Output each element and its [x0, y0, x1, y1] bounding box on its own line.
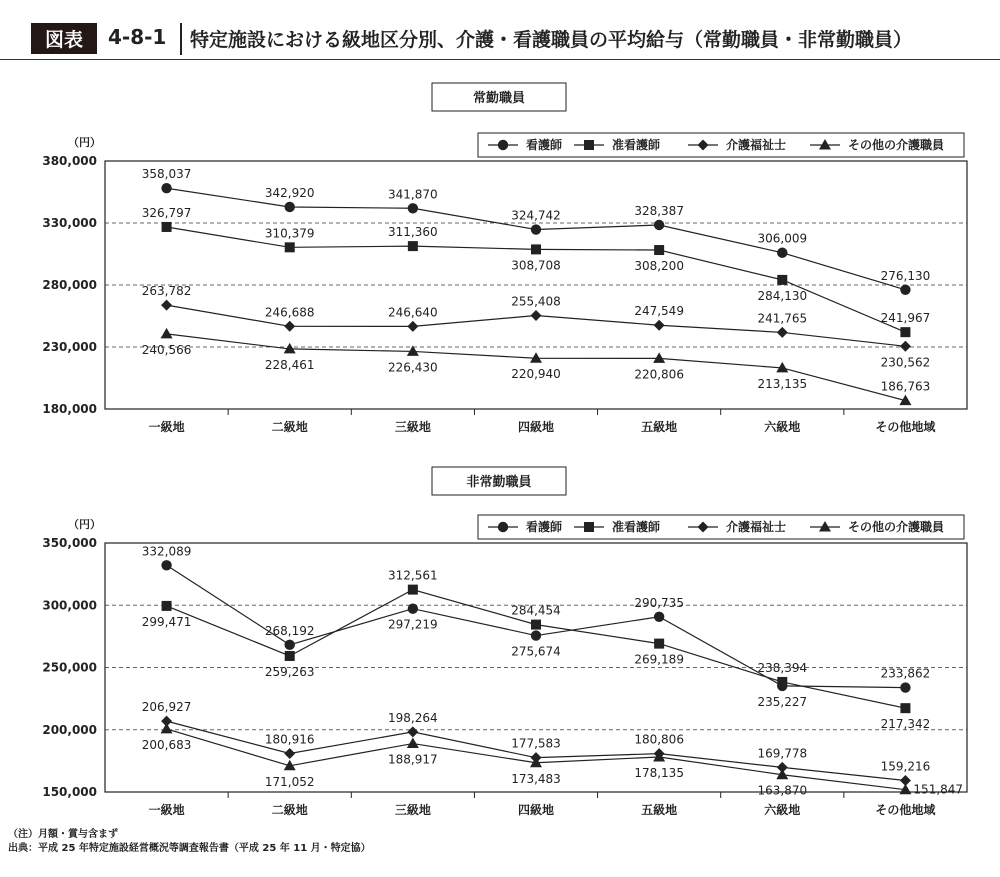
chart2-point: [408, 585, 418, 595]
chart2-point: [407, 726, 418, 737]
chart2-data-label: 178,135: [634, 765, 684, 780]
chart2-ytick-label: 300,000: [42, 598, 97, 613]
figure-title: 特定施設における級地区分別、介護・看護職員の平均給与（常勤職員・非常勤職員）: [190, 29, 913, 51]
chart1-point: [654, 220, 664, 230]
chart1-data-label: 284,130: [757, 288, 808, 303]
chart1-title: 常勤職員: [472, 91, 526, 106]
chart1-data-label: 276,130: [880, 268, 931, 283]
charts-canvas: [0, 62, 1000, 824]
chart1-data-label: 308,200: [634, 259, 684, 274]
chart2-ylabel: （円）: [68, 518, 101, 531]
chart1-data-label: 213,135: [757, 376, 808, 391]
chart1-ytick-label: 180,000: [42, 402, 97, 416]
chart2-data-label: 238,394: [757, 660, 808, 675]
chart1-data-label: 255,408: [511, 294, 561, 309]
chart2-point: [654, 612, 664, 622]
chart2-data-label: 217,342: [880, 717, 931, 732]
figure-header: [0, 0, 1000, 60]
chart1-data-label: 230,562: [880, 355, 931, 370]
chart1-xtick-label: 一級地: [148, 420, 185, 434]
chart1-point: [654, 320, 665, 331]
chart2-point: [531, 630, 541, 640]
chart2-point: [531, 620, 541, 630]
chart1-xtick-label: 二級地: [271, 420, 308, 434]
chart1-legend-marker-square: [584, 140, 594, 150]
chart2-data-label: 269,189: [634, 652, 684, 667]
chart2-data-label: 171,052: [264, 774, 315, 789]
chart1-data-label: 226,430: [388, 360, 438, 375]
chart1-data-label: 241,967: [880, 311, 931, 326]
chart2-xtick-label: 六級地: [764, 803, 801, 817]
chart2-point: [900, 682, 910, 692]
chart2-point: [285, 640, 295, 650]
chart2-ytick-label: 250,000: [42, 660, 97, 675]
chart1-point: [407, 321, 418, 332]
chart1-ytick-label: 380,000: [42, 154, 97, 168]
chart1-data-label: 324,742: [511, 208, 561, 223]
chart1-data-label: 247,549: [634, 304, 684, 319]
chart2-point: [654, 639, 664, 649]
chart1-data-label: 263,782: [141, 284, 192, 299]
chart1-data-label: 306,009: [757, 231, 808, 246]
chart1-point: [161, 300, 172, 311]
chart1-ytick-label: 330,000: [42, 216, 97, 230]
chart1-point: [531, 310, 542, 321]
chart2-legend-label: その他の介護職員: [848, 520, 945, 534]
chart2-point: [161, 723, 173, 734]
chart2-data-label: 235,227: [757, 694, 808, 709]
chart1-data-label: 342,920: [264, 185, 315, 200]
chart1-data-label: 186,763: [880, 379, 931, 394]
chart1-legend-label: その他の介護職員: [848, 138, 945, 152]
chart1-xtick-label: 五級地: [641, 420, 678, 434]
chart2-data-label: 297,219: [388, 617, 438, 632]
chart1-ylabel: （円）: [68, 136, 101, 149]
footnotes: [8, 828, 371, 856]
chart1-legend-label: 准看護師: [612, 138, 661, 152]
chart1-data-label: 310,379: [264, 226, 315, 241]
chart2-xtick-label: 五級地: [641, 803, 678, 817]
chart2-xtick-label: その他地域: [875, 803, 936, 817]
chart2-ytick-label: 200,000: [42, 722, 97, 737]
chart1-legend-marker-circle: [498, 140, 508, 150]
chart2-data-label: 299,471: [141, 614, 192, 629]
chart1-point: [408, 203, 418, 213]
chart1-point: [777, 248, 787, 258]
chart1-xtick-label: その他地域: [875, 420, 936, 434]
chart2-data-label: 163,870: [757, 783, 808, 798]
chart1-point: [408, 241, 418, 251]
chart1-point: [777, 275, 787, 285]
chart1-legend-label: 看護師: [526, 138, 563, 152]
header-rule: [0, 59, 1000, 60]
chart2-legend-label: 看護師: [526, 520, 563, 534]
chart2-legend-marker-square: [584, 522, 594, 532]
chart2-xtick-label: 二級地: [271, 803, 308, 817]
chart2-data-label: 180,916: [264, 732, 315, 747]
chart2-xtick-label: 三級地: [394, 803, 431, 817]
chart1-xtick-label: 三級地: [394, 420, 431, 434]
chart1-data-label: 240,566: [141, 342, 192, 357]
chart2-data-label: 312,561: [388, 568, 438, 583]
chart1-point: [531, 224, 541, 234]
chart1-xtick-label: 四級地: [517, 420, 555, 434]
chart2-point: [284, 748, 295, 759]
chart2-data-label: 233,862: [880, 666, 931, 681]
chart2-legend-marker-circle: [498, 522, 508, 532]
chart1-point: [654, 245, 664, 255]
chart2-data-label: 159,216: [880, 759, 931, 774]
chart2-point: [162, 601, 172, 611]
chart2-data-label: 200,683: [141, 737, 192, 752]
chart2-data-label: 180,806: [634, 732, 684, 747]
chart2-title: 非常勤職員: [466, 475, 532, 490]
chart2-data-label: 151,847: [913, 782, 964, 797]
chart1-data-label: 358,037: [141, 167, 192, 182]
chart1-data-label: 328,387: [634, 204, 684, 219]
chart1-point: [161, 183, 171, 193]
footnote-source: 出典：平成 25 年特定施設経営概況等調査報告書（平成 25 年 11 月・特定協）: [8, 843, 371, 854]
chart2-data-label: 259,263: [264, 664, 315, 679]
chart2-xtick-label: 四級地: [517, 803, 555, 817]
chart1-ytick-label: 230,000: [42, 340, 97, 354]
chart1-data-label: 241,765: [757, 311, 808, 326]
chart1-point: [285, 202, 295, 212]
chart1-data-label: 326,797: [141, 205, 192, 220]
title-divider: [180, 23, 182, 55]
chart2-data-label: 169,778: [757, 746, 808, 761]
chart2-legend-label: 准看護師: [612, 520, 661, 534]
chart1-data-label: 220,806: [634, 367, 684, 382]
chart1-point: [162, 222, 172, 232]
chart2-point: [900, 703, 910, 713]
chart1-ytick-label: 280,000: [42, 278, 97, 292]
chart2-xtick-label: 一級地: [148, 803, 185, 817]
chart2-data-label: 177,583: [511, 736, 561, 751]
chart2-data-label: 198,264: [388, 710, 438, 725]
chart1-data-label: 341,870: [388, 187, 438, 202]
chart2-data-label: 290,735: [634, 595, 684, 610]
figure-tag: 図表: [31, 23, 97, 54]
chart2-data-label: 284,454: [511, 603, 561, 618]
chart1-point: [285, 242, 295, 252]
figure-number: 4-8-1: [108, 25, 167, 49]
chart1-point: [284, 321, 295, 332]
chart2-data-label: 275,674: [511, 644, 561, 659]
chart1-legend-label: 介護福祉士: [726, 138, 787, 152]
chart1-point: [777, 327, 788, 338]
chart1-point: [531, 244, 541, 254]
footnote-note: （注）月額・賞与含まず: [8, 829, 118, 840]
chart2-point: [285, 651, 295, 661]
chart1-point: [900, 327, 910, 337]
chart1-data-label: 220,940: [511, 367, 561, 382]
chart2-data-label: 173,483: [511, 771, 561, 786]
chart2-legend-label: 介護福祉士: [726, 520, 787, 534]
chart2-ytick-label: 150,000: [42, 785, 97, 799]
chart2-point: [777, 677, 787, 687]
chart2-point: [161, 560, 171, 570]
chart1-data-label: 311,360: [388, 225, 438, 240]
chart2-data-label: 206,927: [141, 700, 192, 715]
chart1-point: [900, 341, 911, 352]
chart2-ytick-label: 350,000: [42, 536, 97, 550]
chart1-data-label: 246,640: [388, 305, 438, 320]
chart1-point: [653, 352, 665, 363]
chart1-point: [900, 285, 910, 295]
chart2-data-label: 332,089: [141, 544, 192, 559]
chart1-data-label: 228,461: [264, 357, 315, 372]
chart2-point: [408, 604, 418, 614]
chart2-data-label: 268,192: [264, 623, 315, 638]
chart2-data-label: 188,917: [388, 752, 438, 767]
chart1-data-label: 308,708: [511, 258, 561, 273]
chart1-point: [161, 328, 173, 339]
chart1-xtick-label: 六級地: [764, 420, 801, 434]
chart1-data-label: 246,688: [264, 305, 315, 320]
chart2-point: [407, 738, 419, 749]
